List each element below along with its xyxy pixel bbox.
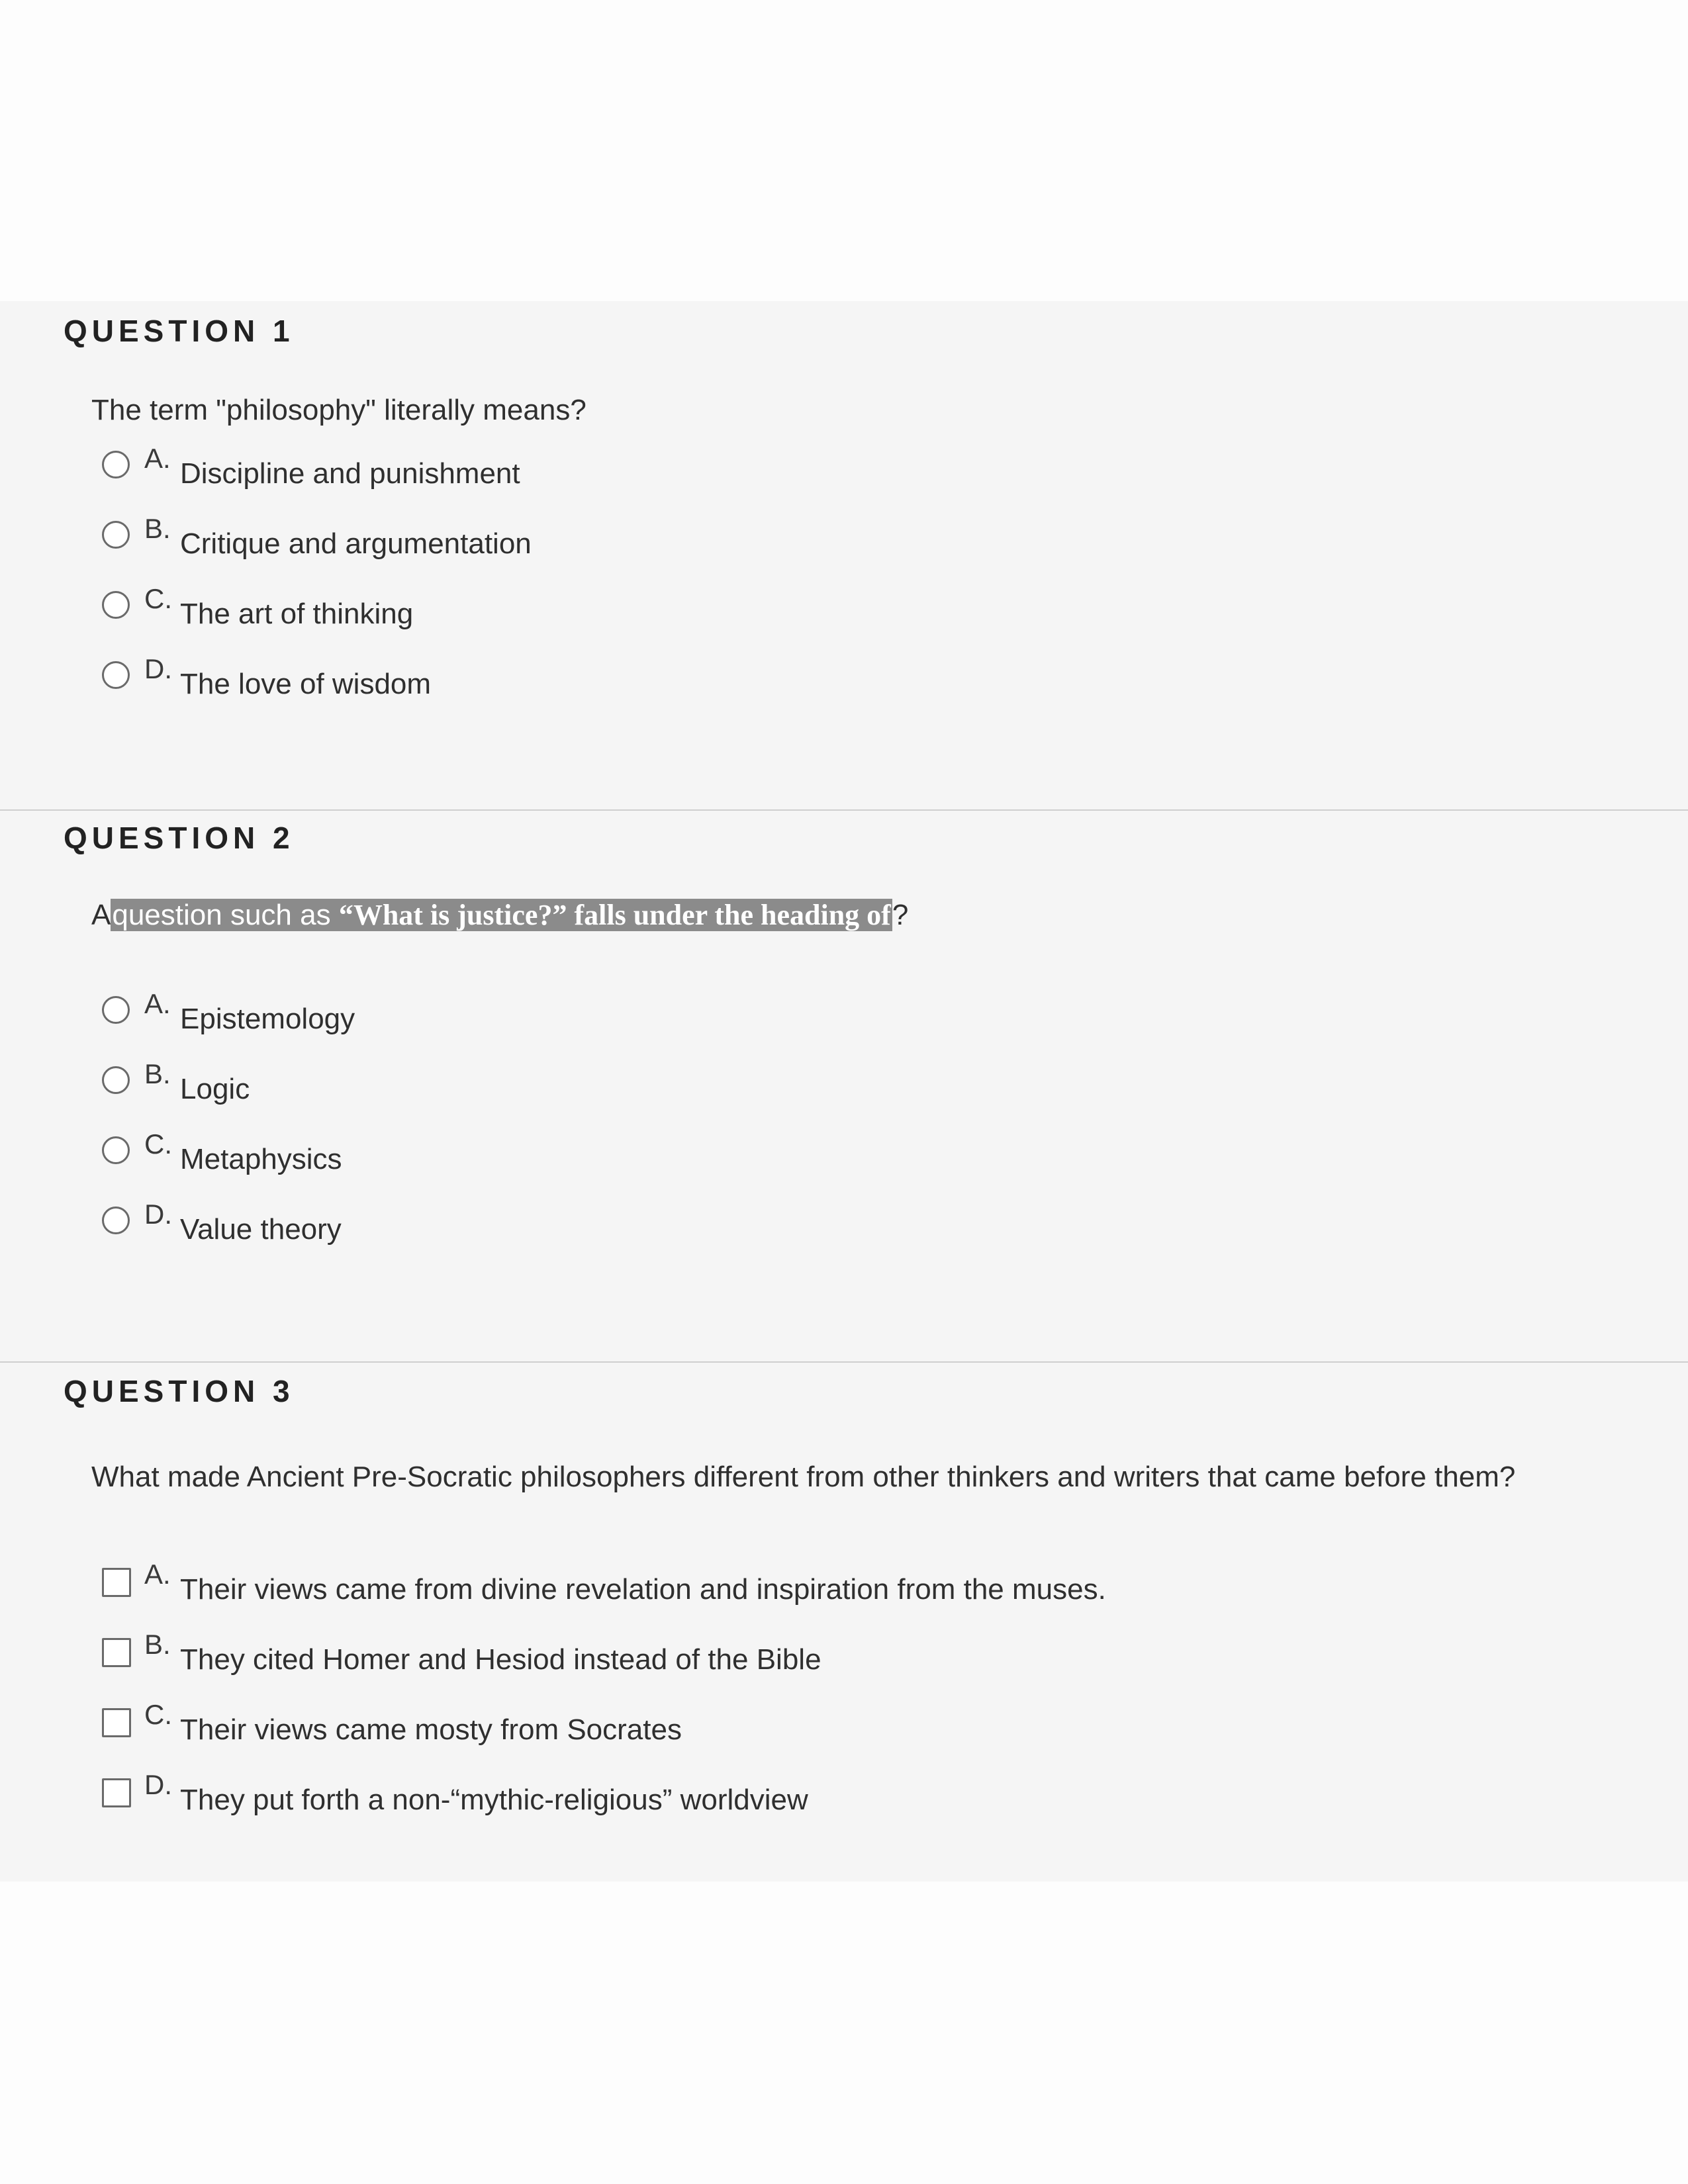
choice-label[interactable]: Metaphysics [180, 1143, 342, 1175]
question-1 [0, 301, 1688, 808]
choice-label[interactable]: The love of wisdom [180, 668, 432, 700]
choice-letter: B. [144, 1629, 171, 1660]
question-text: What made Ancient Pre-Socratic philosophers different from other thinkers and writers that came before them? [91, 1461, 1516, 1493]
choice-letter: C. [144, 1699, 172, 1730]
choice-label[interactable]: Value theory [180, 1213, 342, 1246]
checkbox[interactable] [102, 1708, 131, 1737]
radio-button[interactable] [102, 451, 130, 478]
highlighted-text-serif: “What is justice?” falls under the heading of [338, 899, 891, 931]
radio-button[interactable] [102, 521, 130, 549]
choice-label[interactable]: They put forth a non-“mythic-religious” worldview [180, 1784, 808, 1816]
choice-letter: B. [144, 513, 171, 544]
radio-button[interactable] [102, 591, 130, 619]
question-text-tail: ? [892, 899, 909, 931]
question-text-lead: A [91, 899, 111, 931]
highlighted-text [111, 899, 892, 931]
checkbox[interactable] [102, 1638, 131, 1667]
radio-button[interactable] [102, 996, 130, 1024]
choice-letter: A. [144, 988, 171, 1019]
choice-label[interactable]: Epistemology [180, 1003, 355, 1035]
question-text: The term "philosophy" literally means? [91, 394, 586, 426]
choice-letter: D. [144, 653, 172, 684]
choice-label[interactable]: They cited Homer and Hesiod instead of the Bible [180, 1643, 821, 1676]
choice-label[interactable]: The art of thinking [180, 598, 414, 630]
choice-label[interactable]: Critique and argumentation [180, 527, 532, 560]
choice-letter: B. [144, 1058, 171, 1089]
choice-letter: D. [144, 1199, 172, 1230]
question-title: QUESTION 2 [64, 821, 295, 855]
choice-letter: A. [144, 443, 171, 474]
radio-button[interactable] [102, 1206, 130, 1234]
question-title: QUESTION 1 [64, 314, 295, 348]
radio-button[interactable] [102, 1136, 130, 1164]
choice-label[interactable]: Their views came mosty from Socrates [180, 1713, 682, 1746]
choice-label[interactable]: Discipline and punishment [180, 457, 520, 490]
question-3 [0, 1361, 1688, 1883]
choice-label[interactable]: Their views came from divine revelation and inspiration from the muses. [180, 1573, 1106, 1606]
radio-button[interactable] [102, 661, 130, 689]
question-title: QUESTION 3 [64, 1374, 295, 1408]
checkbox[interactable] [102, 1778, 131, 1807]
quiz-panel [0, 301, 1688, 1882]
choice-letter: A. [144, 1559, 171, 1590]
radio-button[interactable] [102, 1066, 130, 1094]
question-2 [0, 809, 1688, 1361]
question-text [91, 898, 908, 932]
checkbox[interactable] [102, 1568, 131, 1597]
choice-label[interactable]: Logic [180, 1073, 250, 1105]
choice-letter: D. [144, 1769, 172, 1800]
choice-letter: C. [144, 1128, 172, 1160]
choice-letter: C. [144, 583, 172, 614]
highlighted-text-sans: question such as [112, 899, 331, 931]
